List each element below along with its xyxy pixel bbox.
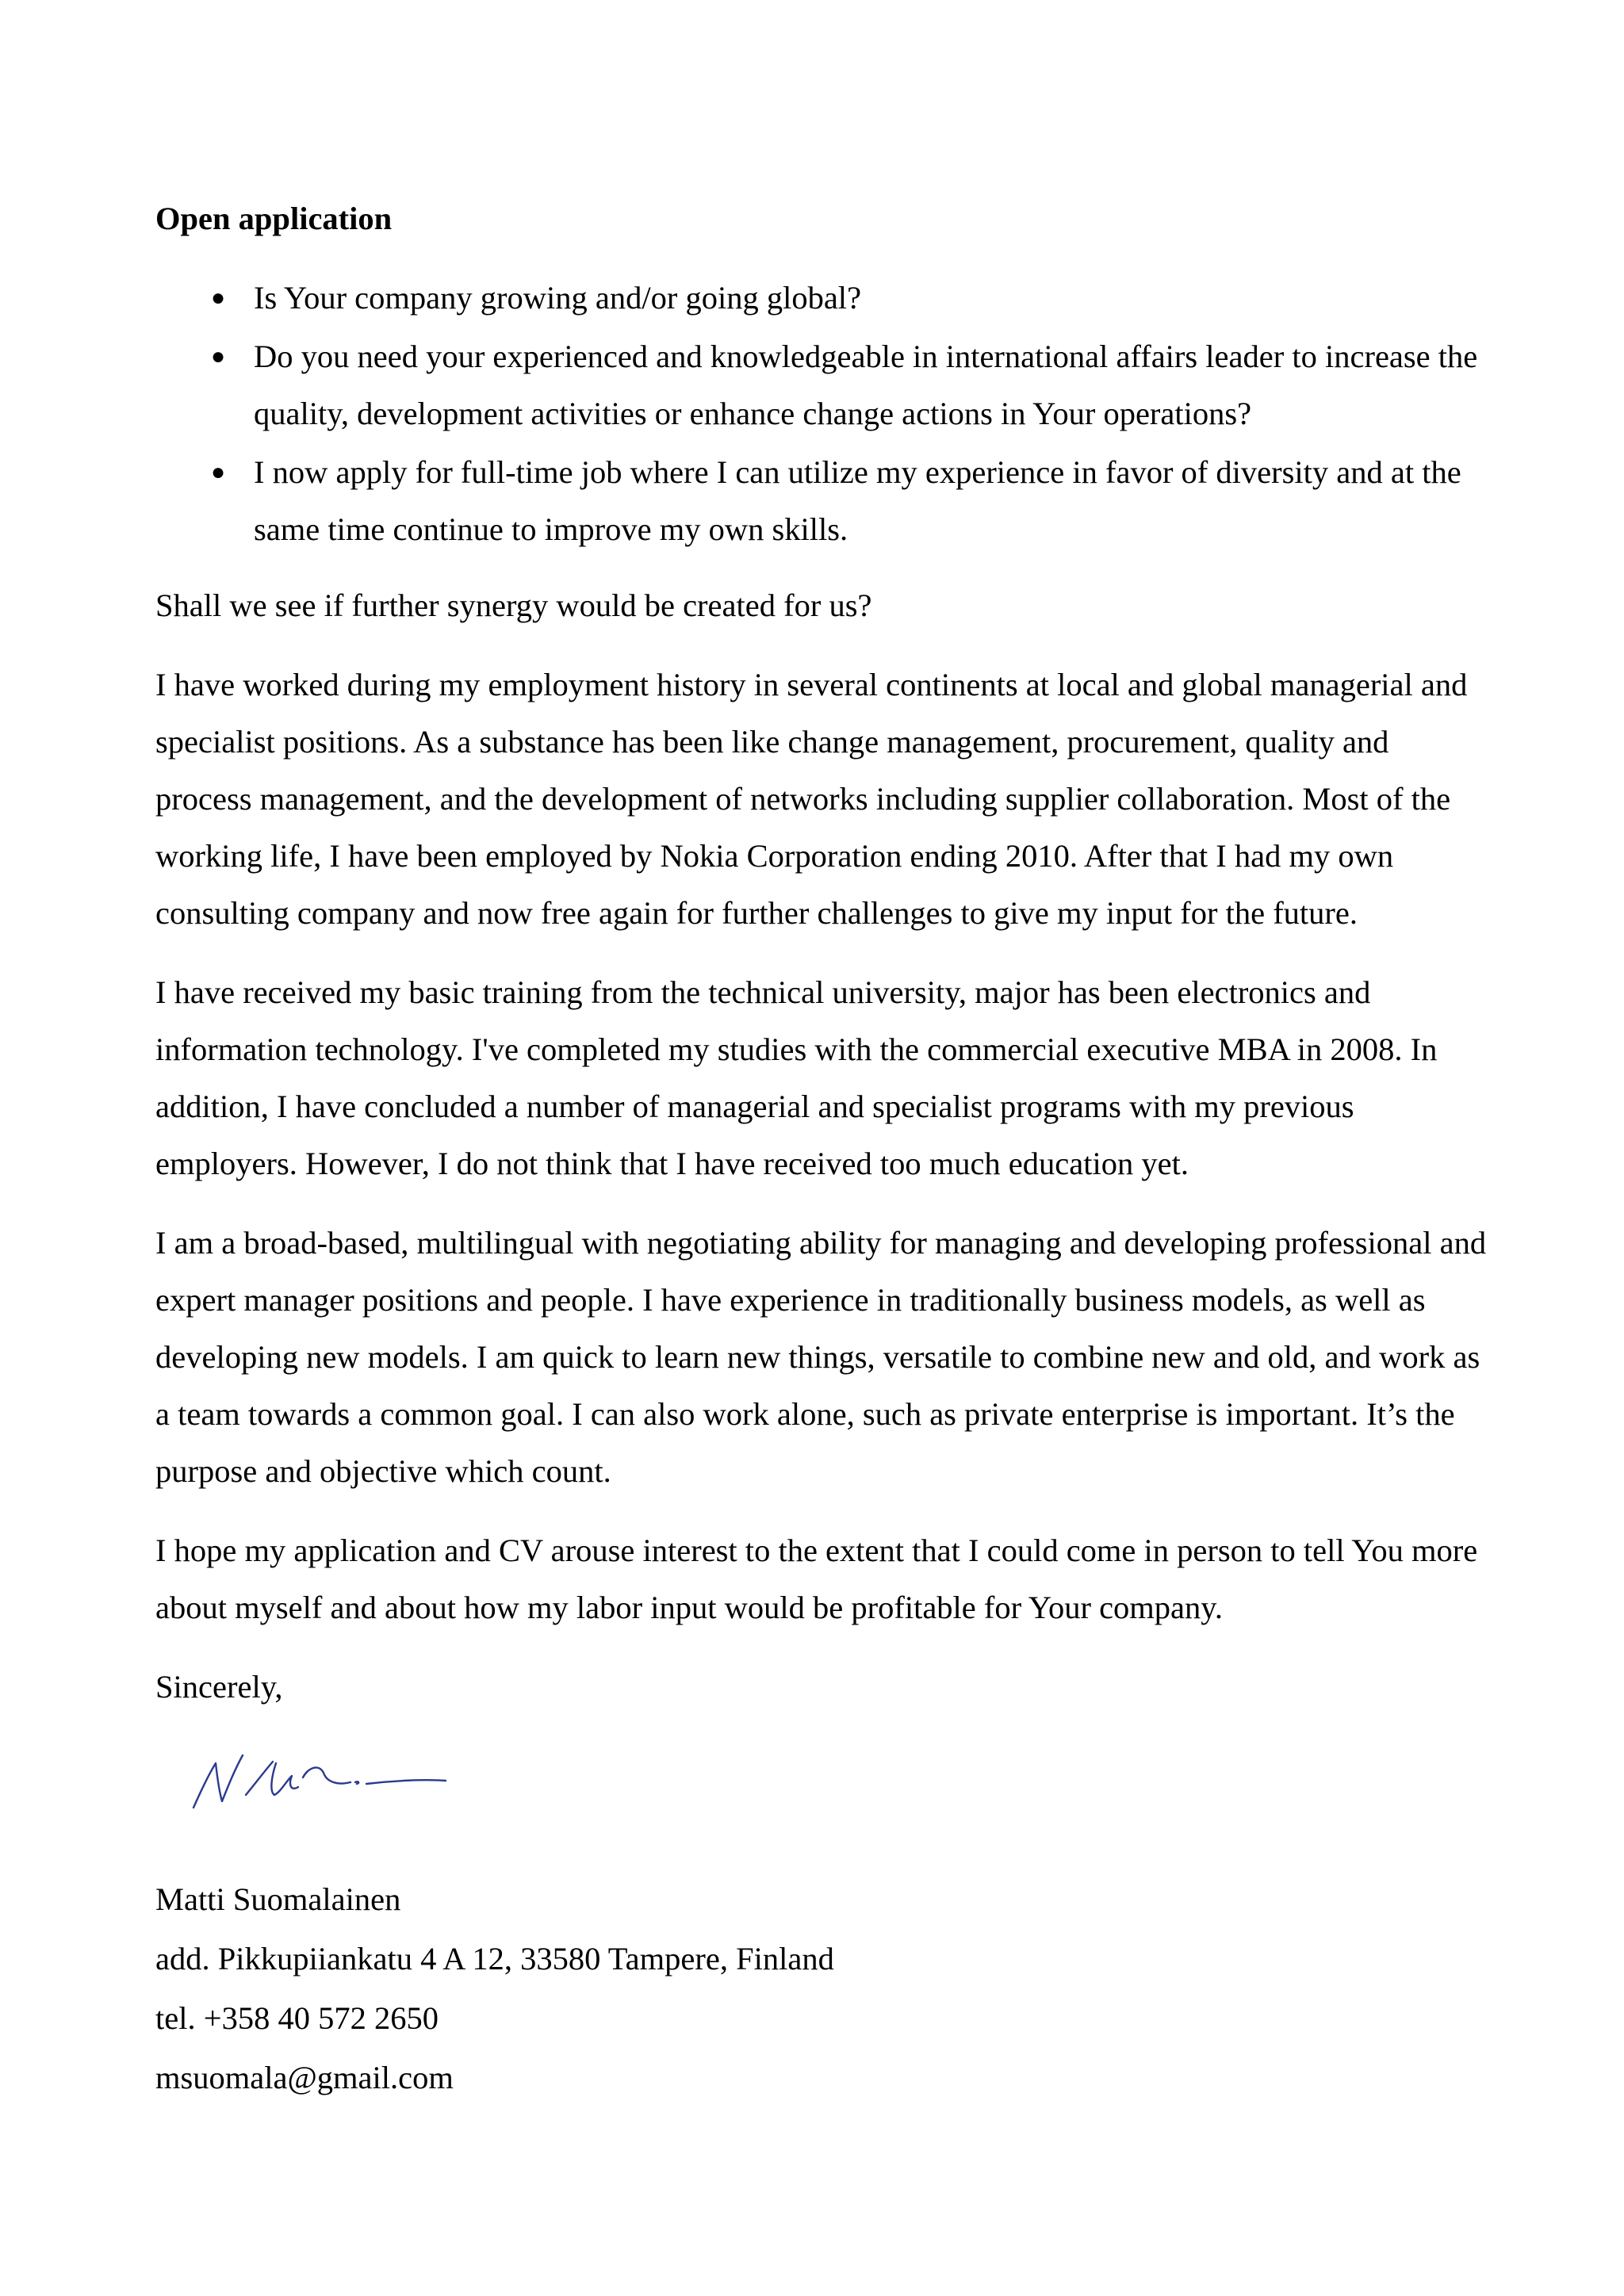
bullet-item bbox=[155, 270, 1488, 327]
bullet-dot-icon: ● bbox=[211, 285, 226, 311]
letter-title: Open application bbox=[155, 201, 393, 236]
paragraph-education: I have received my basic training from the technical university, major has been electronics and information technology. I've completed my studies with the commercial executive MBA in 2008. In addition, I have concluded a number of managerial and specialist programs with my previous employers. However, I do not think that I have received too much education yet. bbox=[155, 974, 1438, 1181]
bullet-item bbox=[155, 328, 1488, 442]
closing-salutation: Sincerely, bbox=[155, 1669, 283, 1705]
bullet-list bbox=[155, 270, 1488, 558]
bullet-text: Do you need your experienced and knowledgeable in international affairs leader to increase the quality, development activities or enhance change actions in Your operations? bbox=[254, 339, 1478, 431]
handwritten-signature bbox=[187, 1746, 449, 1817]
bullet-dot-icon: ● bbox=[211, 343, 226, 369]
paragraph-skills: I am a broad-based, multilingual with negotiating ability for managing and developing professional and expert manager positions and people. I have experience in traditionally business models, as well as developing new models. I am quick to learn new things, versatile to combine new and old, and work as a team towards a common goal. I can also work alone, such as private enterprise is important. It’s the purpose and objective which count. bbox=[155, 1225, 1487, 1489]
bullet-text: I now apply for full-time job where I can utilize my experience in favor of diversity and at the same time continue to improve my own skills. bbox=[254, 454, 1461, 547]
bullet-text: Is Your company growing and/or going global? bbox=[254, 280, 862, 316]
contact-name: Matti Suomalainen bbox=[155, 1881, 401, 1917]
contact-address: add. Pikkupiiankatu 4 A 12, 33580 Tampere, Finland bbox=[155, 1941, 834, 1976]
bullet-item bbox=[155, 444, 1488, 558]
letter-page bbox=[155, 190, 1488, 2107]
contact-phone: tel. +358 40 572 2650 bbox=[155, 2000, 439, 2036]
bullet-dot-icon: ● bbox=[211, 459, 226, 485]
paragraph-closing-request: I hope my application and CV arouse interest to the extent that I could come in person to tell You more about myself and about how my labor input would be profitable for Your company. bbox=[155, 1533, 1478, 1625]
contact-email: msuomala@gmail.com bbox=[155, 2060, 454, 2095]
paragraph-synergy: Shall we see if further synergy would be created for us? bbox=[155, 587, 872, 623]
contact-block bbox=[155, 1869, 1488, 2107]
paragraph-experience: I have worked during my employment history in several continents at local and global managerial and specialist positions. As a substance has been like change management, procurement, quality and process management, and the development of networks including supplier collaboration. Most of the working life, I have been employed by Nokia Corporation ending 2010. After that I had my own consulting company and now free again for further challenges to give my input for the future. bbox=[155, 667, 1468, 931]
